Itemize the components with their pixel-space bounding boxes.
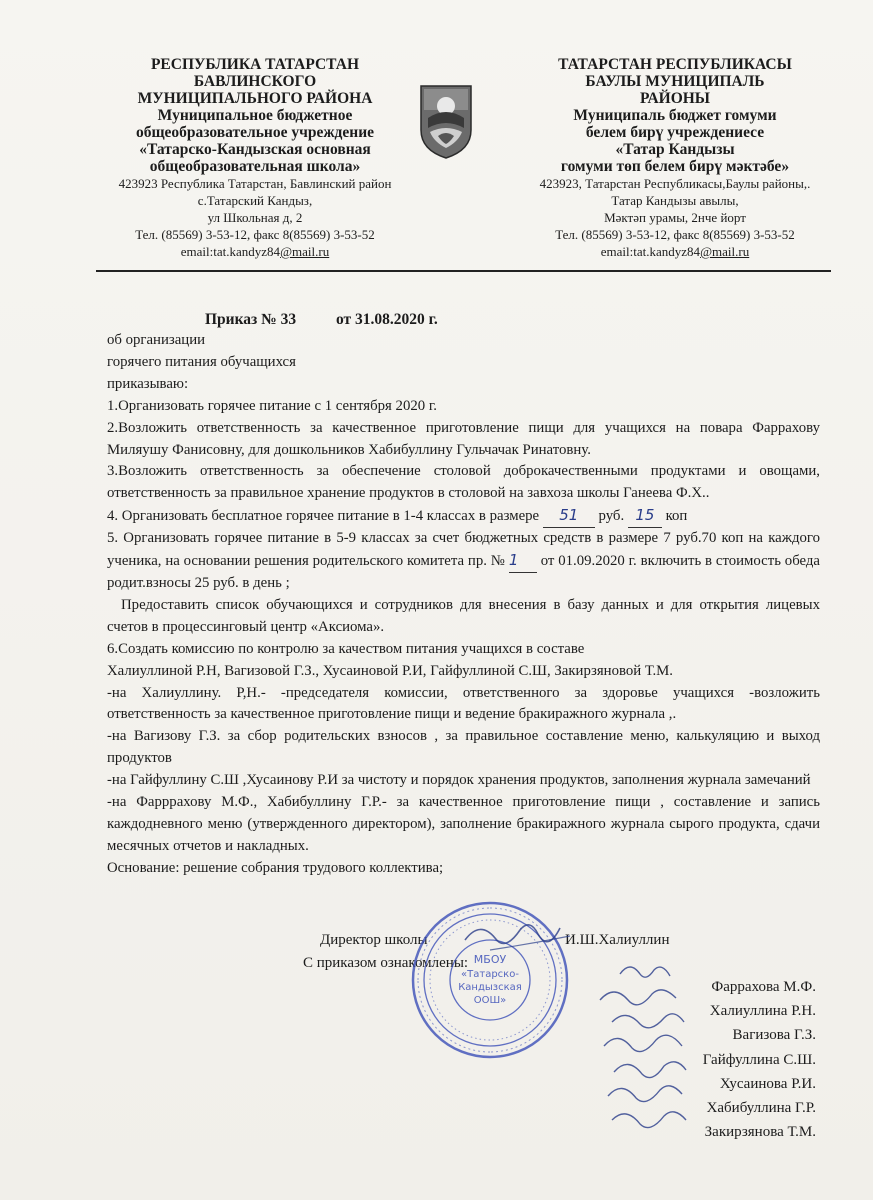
- acquainted-name: Гайфуллина С.Ш.: [702, 1051, 816, 1068]
- item-2: 2.Возложить ответственность за качественное приготовление пищи для учащихся на повара Фаррахову Миляушу Фанисовну, для дошкольников Хабибуллину Гульчачак Ринатовну.: [107, 419, 820, 458]
- item-4-rub-value: 51: [543, 505, 595, 528]
- item-5-text-b: от 01.09.2020 г. включить в стоимость обеда родит.взносы 25 руб. в день ;: [107, 553, 820, 591]
- order-number: Приказ № 33: [205, 311, 297, 328]
- left-email-prefix: email:tat.kandyz84: [180, 244, 281, 259]
- header-divider: [96, 270, 831, 272]
- acquainted-name: Закирзянова Т.М.: [704, 1124, 816, 1141]
- acquainted-name: Халиуллина Р.Н.: [709, 1003, 816, 1020]
- item-4-text: 4. Организовать бесплатное горячее питание в 1-4 классах в размере: [107, 508, 540, 525]
- left-header-line4: Муниципальное бюджетное: [157, 107, 353, 124]
- right-header-phone: Тел. (85569) 3-53-12, факс 8(85569) 3-53-52: [555, 227, 795, 242]
- acquaintance-signatures: [590, 960, 700, 1150]
- left-header-line5: общеобразовательное учреждение: [135, 124, 375, 141]
- item-6-resp-3: -на Гайфуллину С.Ш ,Хусаинову Р.И за чистоту и порядок хранения продуктов, заполнения журнала замечаний: [107, 772, 811, 789]
- left-header-email[interactable]: [100, 243, 410, 260]
- item-6: 6.Создать комиссию по контролю за качеством питания учащихся в составе: [107, 640, 585, 657]
- municipal-emblem-icon: [418, 84, 474, 160]
- subject-line1: об организации: [107, 332, 206, 348]
- order-body: [107, 330, 820, 880]
- stamp-line-4: ООШ»: [473, 995, 507, 1006]
- item-6-resp-1: -на Халиуллину. Р,Н.- -председателя комиссии, ответственного за здоровье учащихся -возложить ответственность за качественное приготовление пищи и ведение бракиражного журнала ,.: [107, 684, 820, 723]
- item-5-note: Предоставить список обучающихся и сотрудников для внесения в базу данных и для открытия лицевых счетов в процессинговый центр «Аксиома».: [107, 596, 820, 635]
- right-header-email[interactable]: [520, 243, 830, 260]
- right-header-line6: «Татар Кандызы: [615, 141, 735, 158]
- stamp-line-2: «Татарско-: [461, 969, 519, 980]
- right-header-line5: белем бирү учреждениесе: [585, 124, 765, 141]
- right-header-line4: Муниципаль бюджет гомуми: [573, 107, 777, 124]
- director-label: Директор школы: [320, 932, 428, 948]
- left-header-line6: «Татарско-Кандызская основная: [139, 141, 371, 158]
- order-title: [205, 311, 438, 329]
- item-4-rub-label: руб.: [598, 508, 625, 525]
- right-email-prefix: email:tat.kandyz84: [600, 244, 701, 259]
- left-header: [100, 56, 410, 260]
- subject-line3: приказываю:: [107, 375, 189, 392]
- acquainted-label: С приказом ознакомлены:: [303, 955, 469, 971]
- item-5-text-a: 5. Организовать горячее питание в 5-9 классах за счет бюджетных средств в размере 7 руб.70 коп на каждого ученика, на основании решения родительского комитета пр. №: [107, 530, 820, 570]
- right-header-line2: БАУЛЫ МУНИЦИПАЛЬ: [585, 73, 765, 90]
- left-header-phone: Тел. (85569) 3-53-12, факс 8(85569) 3-53-52: [135, 227, 375, 242]
- right-header-addr2: Татар Кандызы авылы,: [611, 193, 739, 208]
- acquainted-name: Хусаинова Р.И.: [719, 1075, 816, 1092]
- right-header: [520, 56, 830, 260]
- item-6-resp-2: -на Вагизову Г.З. за сбор родительских взносов , за правильное составление меню, калькуляцию и выход продуктов: [107, 728, 820, 767]
- right-header-line3: РАЙОНЫ: [639, 90, 711, 107]
- left-header-addr3: ул Школьная д, 2: [207, 210, 303, 225]
- item-4: [107, 505, 820, 528]
- item-6-resp-4: -на Фарррахову М.Ф., Хабибуллину Г.Р.- за качественное приготовление пищи , составление и запись каждодневного меню (утвержденного директором), заполнение бракиражного журнала сырого продукта, сдачи месячных отчетов и накладных.: [107, 794, 820, 854]
- subject-line2: горячего питания обучащихся: [107, 353, 296, 370]
- item-1: 1.Организовать горячее питание с 1 сентября 2020 г.: [107, 397, 437, 414]
- right-header-addr1: 423923, Татарстан Республикасы,Баулы районы,.: [539, 176, 811, 191]
- item-3: 3.Возложить ответственность за обеспечение столовой доброкачественными продуктами и овощами, ответственность за правильное хранение продуктов в столовой на завхоза школы Ганеева Ф.Х..: [107, 463, 820, 502]
- acquainted-name: Вагизова Г.З.: [732, 1027, 816, 1044]
- left-header-line2: БАВЛИНСКОГО: [193, 73, 317, 90]
- left-header-line1: РЕСПУБЛИКА ТАТАРСТАН: [150, 56, 360, 73]
- right-header-line7: гомуми төп белем бирү мәктәбе»: [560, 158, 790, 175]
- acquainted-list: [703, 975, 816, 1144]
- item-4-kop-value: 15: [628, 505, 662, 528]
- left-email-domain[interactable]: @mail.ru: [280, 244, 330, 259]
- basis: Основание: решение собрания трудового коллектива;: [107, 859, 444, 876]
- item-5: [107, 528, 820, 595]
- order-date: от 31.08.2020 г.: [335, 311, 438, 328]
- item-6-members: Халиуллиной Р.Н, Вагизовой Г.З., Хусаиновой Р.И, Гайфуллиной С.Ш, Закирзяновой Т.М.: [107, 662, 674, 679]
- acquainted-name: Хабибуллина Г.Р.: [706, 1100, 816, 1117]
- right-header-addr3: Мәктәп урамы, 2нче йорт: [604, 210, 746, 225]
- stamp-line-3: Кандызская: [458, 982, 522, 993]
- director-name: И.Ш.Халиуллин: [565, 932, 670, 948]
- right-email-domain[interactable]: @mail.ru: [700, 244, 750, 259]
- stamp-line-1: МБОУ: [473, 953, 507, 966]
- left-header-line7: общеобразовательная школа»: [149, 158, 361, 175]
- item-5-protocol-number: 1: [509, 550, 537, 573]
- right-header-line1: ТАТАРСТАН РЕСПУБЛИКАСЫ: [558, 56, 792, 73]
- item-4-kop-label: коп: [665, 508, 688, 525]
- left-header-line3: МУНИЦИПАЛЬНОГО РАЙОНА: [137, 90, 373, 107]
- left-header-addr1: 423923 Республика Татарстан, Бавлинский район: [118, 176, 392, 191]
- acquainted-name: Фаррахова М.Ф.: [711, 979, 816, 995]
- left-header-addr2: с.Татарский Кандыз,: [197, 193, 313, 208]
